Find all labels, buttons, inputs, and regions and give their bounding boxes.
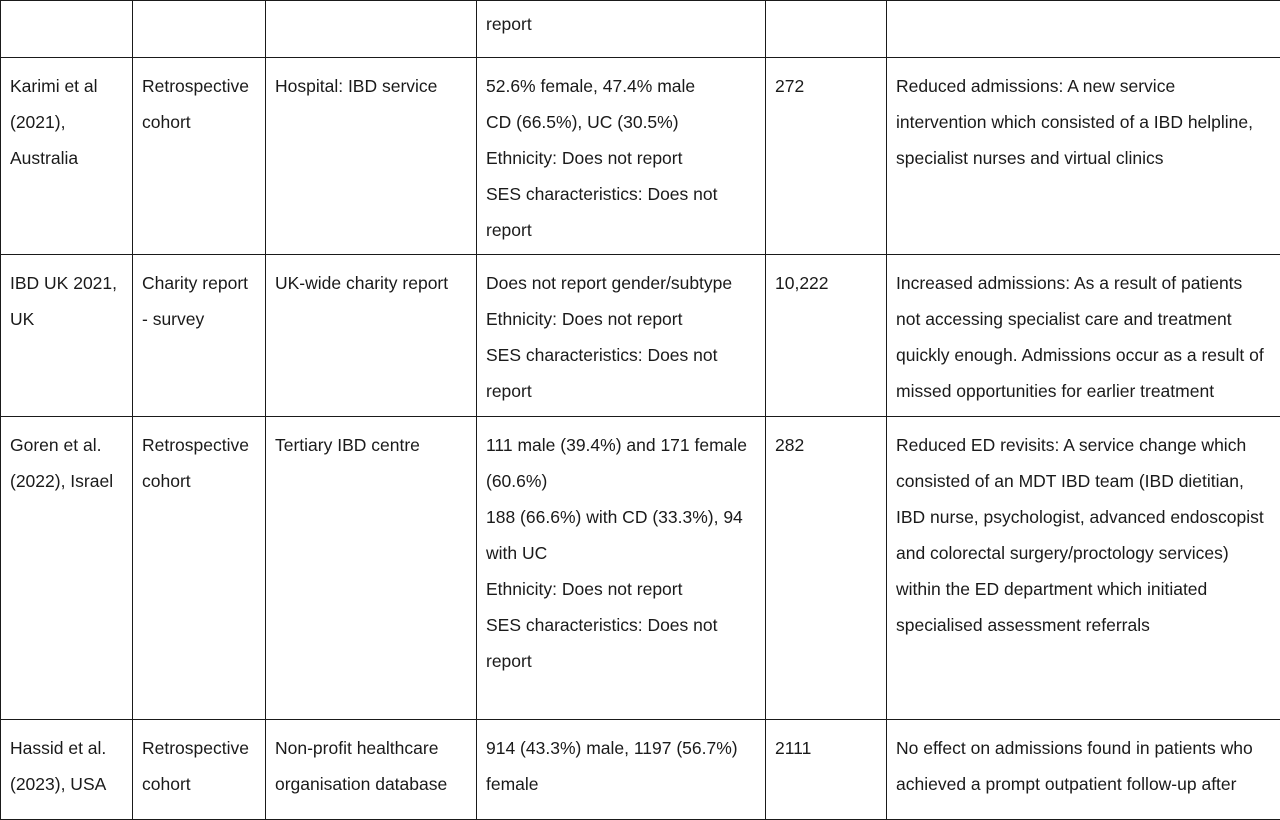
cell-text-line: Tertiary IBD centre	[275, 427, 468, 463]
cell-text-line: UK-wide charity report	[275, 265, 468, 301]
cell-text-line: 2111	[775, 730, 878, 766]
cell-text-line: 10,222	[775, 265, 878, 301]
cell-text-line: CD (66.5%), UC (30.5%)	[486, 104, 757, 140]
cell-outcome	[887, 417, 1280, 720]
table-body	[1, 1, 1280, 820]
cell-text-line: - survey	[142, 301, 257, 337]
cell-setting	[266, 720, 477, 820]
cell-setting	[266, 417, 477, 720]
cell-text-line: 111 male (39.4%) and 171 female	[486, 427, 757, 463]
cell-text-line: cohort	[142, 463, 257, 499]
cell-text-line: 188 (66.6%) with CD (33.3%), 94	[486, 499, 757, 535]
cell-text-line: SES characteristics: Does not	[486, 607, 757, 643]
cell-setting	[266, 255, 477, 417]
cell-text-line: Increased admissions: As a result of patients	[896, 265, 1272, 301]
cell-text-line: Goren et al.	[10, 427, 124, 463]
cell-text-line: Reduced admissions: A new service	[896, 68, 1272, 104]
cell-setting	[266, 58, 477, 255]
cell-text-line: Ethnicity: Does not report	[486, 571, 757, 607]
cell-population	[477, 58, 766, 255]
cell-text-line: with UC	[486, 535, 757, 571]
table-row	[1, 1, 1280, 58]
cell-outcome	[887, 255, 1280, 417]
cell-study	[1, 417, 133, 720]
table-row	[1, 720, 1280, 820]
cell-n	[766, 417, 887, 720]
cell-text-line: report	[486, 6, 757, 42]
cell-text-line: report	[486, 212, 757, 248]
cell-design	[133, 58, 266, 255]
cell-outcome	[887, 58, 1280, 255]
cell-design	[133, 417, 266, 720]
cell-text-line: Retrospective	[142, 730, 257, 766]
cell-text-line: (60.6%)	[486, 463, 757, 499]
cell-design	[133, 255, 266, 417]
cell-text-line: Non-profit healthcare	[275, 730, 468, 766]
cell-text-line: Hospital: IBD service	[275, 68, 468, 104]
cell-setting	[266, 1, 477, 58]
cell-text-line: (2022), Israel	[10, 463, 124, 499]
cell-text-line: Does not report gender/subtype	[486, 265, 757, 301]
cell-text-line: 272	[775, 68, 878, 104]
cell-text-line: cohort	[142, 104, 257, 140]
cell-outcome	[887, 720, 1280, 820]
cell-text-line: specialised assessment referrals	[896, 607, 1272, 643]
cell-n	[766, 255, 887, 417]
table-row	[1, 58, 1280, 255]
cell-text-line: Reduced ED revisits: A service change which	[896, 427, 1272, 463]
cell-text-line: achieved a prompt outpatient follow-up after	[896, 766, 1272, 802]
cell-text-line: Hassid et al.	[10, 730, 124, 766]
cell-text-line: SES characteristics: Does not	[486, 176, 757, 212]
cell-text-line: 282	[775, 427, 878, 463]
cell-text-line: IBD UK 2021,	[10, 265, 124, 301]
cell-study	[1, 720, 133, 820]
cell-text-line: 52.6% female, 47.4% male	[486, 68, 757, 104]
cell-text-line: female	[486, 766, 757, 802]
cell-population	[477, 417, 766, 720]
cell-text-line: cohort	[142, 766, 257, 802]
table-row	[1, 255, 1280, 417]
cell-text-line: Australia	[10, 140, 124, 176]
cell-outcome	[887, 1, 1280, 58]
cell-text-line: report	[486, 373, 757, 409]
cell-text-line: Retrospective	[142, 68, 257, 104]
cell-text-line: intervention which consisted of a IBD helpline,	[896, 104, 1272, 140]
cell-text-line: missed opportunities for earlier treatment	[896, 373, 1272, 409]
cell-text-line: report	[486, 643, 757, 679]
cell-population	[477, 1, 766, 58]
cell-text-line: within the ED department which initiated	[896, 571, 1272, 607]
cell-n	[766, 58, 887, 255]
cell-text-line: organisation database	[275, 766, 468, 802]
cell-text-line: consisted of an MDT IBD team (IBD dietitian,	[896, 463, 1272, 499]
cell-study	[1, 1, 133, 58]
cell-text-line: Ethnicity: Does not report	[486, 140, 757, 176]
cell-text-line: and colorectal surgery/proctology services)	[896, 535, 1272, 571]
cell-text-line: Retrospective	[142, 427, 257, 463]
cell-text-line: IBD nurse, psychologist, advanced endoscopist	[896, 499, 1272, 535]
cell-population	[477, 255, 766, 417]
cell-population	[477, 720, 766, 820]
cell-n	[766, 720, 887, 820]
cell-text-line: specialist nurses and virtual clinics	[896, 140, 1272, 176]
cell-text-line: (2023), USA	[10, 766, 124, 802]
cell-text-line: Ethnicity: Does not report	[486, 301, 757, 337]
cell-n	[766, 1, 887, 58]
cell-text-line: not accessing specialist care and treatment	[896, 301, 1272, 337]
cell-text-line: Karimi et al	[10, 68, 124, 104]
cell-study	[1, 255, 133, 417]
cell-text-line: No effect on admissions found in patients who	[896, 730, 1272, 766]
cell-study	[1, 58, 133, 255]
cell-text-line: SES characteristics: Does not	[486, 337, 757, 373]
cell-design	[133, 720, 266, 820]
cell-text-line: UK	[10, 301, 124, 337]
cell-design	[133, 1, 266, 58]
cell-text-line: quickly enough. Admissions occur as a result of	[896, 337, 1272, 373]
cell-text-line: Charity report	[142, 265, 257, 301]
cell-text-line: 914 (43.3%) male, 1197 (56.7%)	[486, 730, 757, 766]
cell-text-line: (2021),	[10, 104, 124, 140]
table-row	[1, 417, 1280, 720]
